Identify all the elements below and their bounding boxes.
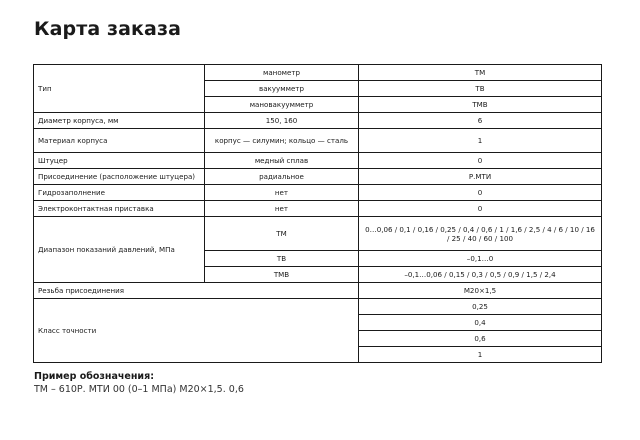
type-code-cell: ТВ: [359, 81, 602, 97]
order-card-table: [33, 64, 602, 363]
connection-code: Р.МТИ: [359, 169, 602, 185]
fitting-value: медный сплав: [205, 153, 359, 169]
range-type-cell: ТМВ: [205, 267, 359, 283]
connection-value: радиальное: [205, 169, 359, 185]
hydro-code: 0: [359, 185, 602, 201]
material-value: корпус — силумин; кольцо — сталь: [205, 129, 359, 153]
hydro-label: Гидрозаполнение: [34, 185, 205, 201]
material-label: Материал корпуса: [34, 129, 205, 153]
example-value: ТМ – 610Р. МТИ 00 (0–1 МПа) М20×1,5. 0,6: [34, 384, 244, 395]
type-name-cell: вакуумметр: [205, 81, 359, 97]
thread-label: Резьба присоединения: [34, 283, 359, 299]
accuracy-value: 0,6: [359, 331, 602, 347]
range-values-cell: –0,1…0: [359, 251, 602, 267]
diameter-code: 6: [359, 113, 602, 129]
example-label: Пример обозначения:: [34, 371, 154, 382]
type-code-cell: ТМ: [359, 65, 602, 81]
hydro-value: нет: [205, 185, 359, 201]
accuracy-value: 1: [359, 347, 602, 363]
accuracy-value: 0,25: [359, 299, 602, 315]
range-values-cell: –0,1…0,06 / 0,15 / 0,3 / 0,5 / 0,9 / 1,5 / 2,4: [359, 267, 602, 283]
accuracy-label: Класс точности: [34, 299, 359, 363]
material-code: 1: [359, 129, 602, 153]
contact-value: нет: [205, 201, 359, 217]
type-label: Тип: [34, 65, 205, 113]
type-name-cell: манометр: [205, 65, 359, 81]
page-title: Карта заказа: [34, 18, 182, 40]
fitting-code: 0: [359, 153, 602, 169]
fitting-label: Штуцер: [34, 153, 205, 169]
contact-label: Электроконтактная приставка: [34, 201, 205, 217]
range-values-cell: 0…0,06 / 0,1 / 0,16 / 0,25 / 0,4 / 0,6 / 1 / 1,6 / 2,5 / 4 / 6 / 10 / 16 / 25 / 40 / 60 / 100: [359, 217, 602, 251]
contact-code: 0: [359, 201, 602, 217]
range-label: Диапазон показаний давлений, МПа: [34, 217, 205, 283]
type-code-cell: ТМВ: [359, 97, 602, 113]
diameter-value: 150, 160: [205, 113, 359, 129]
accuracy-value: 0,4: [359, 315, 602, 331]
connection-label: Присоединение (расположение штуцера): [34, 169, 205, 185]
thread-code: М20×1,5: [359, 283, 602, 299]
type-name-cell: мановакуумметр: [205, 97, 359, 113]
range-type-cell: ТВ: [205, 251, 359, 267]
range-type-cell: ТМ: [205, 217, 359, 251]
diameter-label: Диаметр корпуса, мм: [34, 113, 205, 129]
